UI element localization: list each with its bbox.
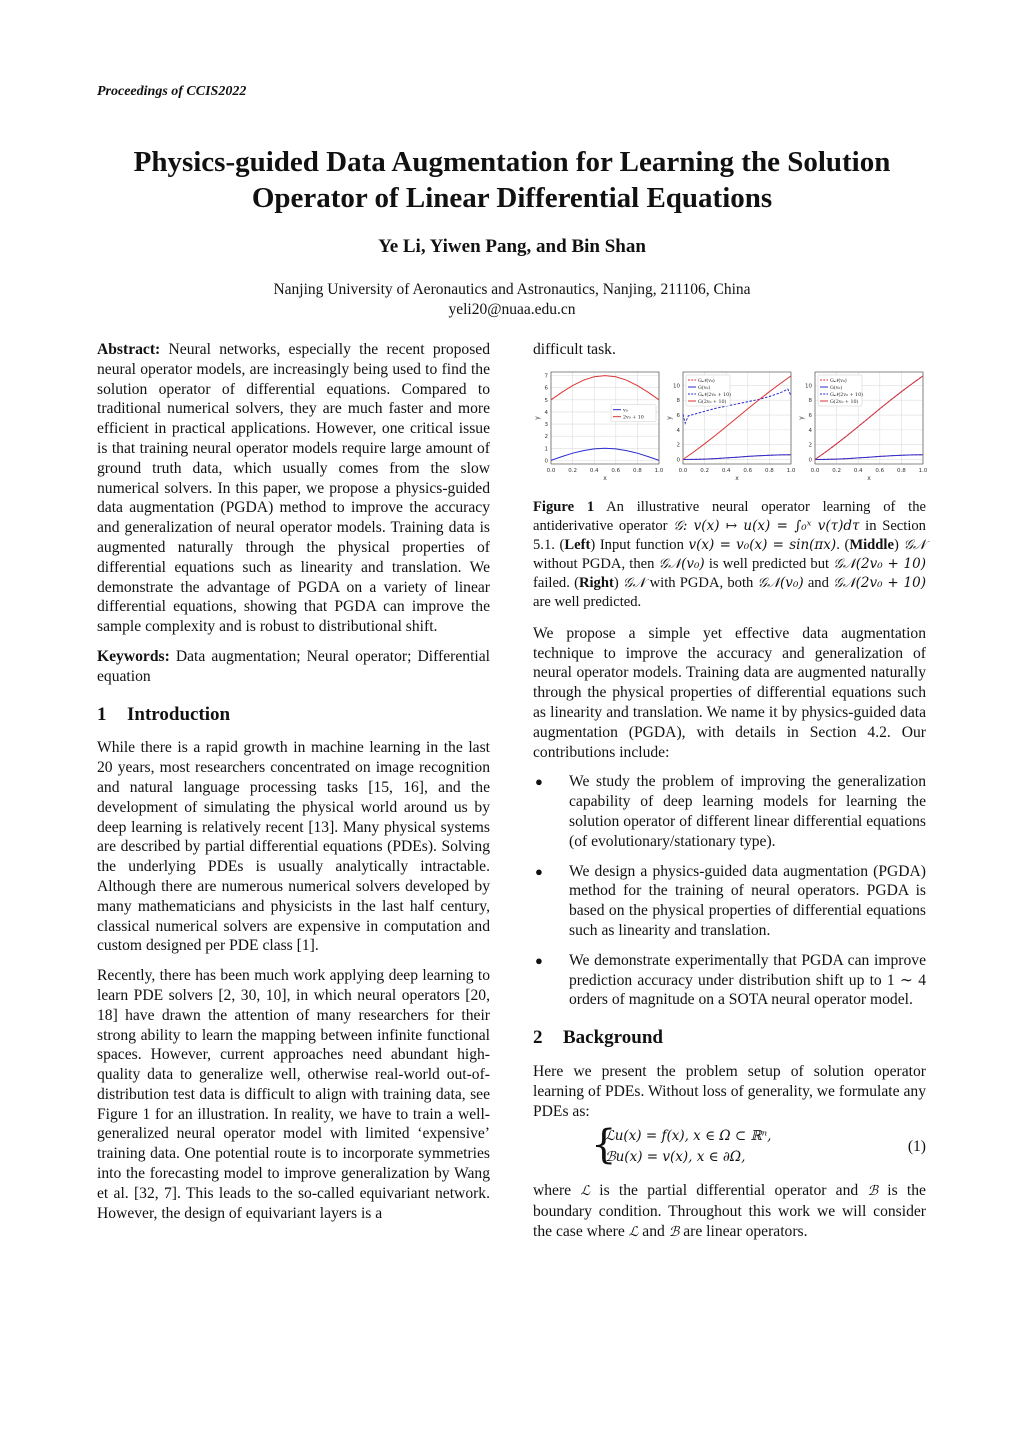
y-tick-label: 6 <box>676 412 680 419</box>
email: yeli20@nuaa.edu.cn <box>448 300 576 318</box>
y-tick-label: 6 <box>544 385 548 392</box>
y-tick-label: 2 <box>544 433 548 440</box>
equation-1 <box>533 1122 926 1171</box>
y-tick-label: 0 <box>676 457 680 464</box>
legend-label: G(v₀) <box>830 385 843 391</box>
y-tick-label: 4 <box>676 427 680 434</box>
caption-text: failed. ( <box>533 574 579 591</box>
contributions-paragraph: We propose a simple yet effective data augmentation technique to improve the accuracy and generalization of neural operator models. Training data are augmented naturally through the physical properties of differential equations such as linearity and translation. We name it by physics-guided data augmentation (PGDA), with details in Section 4.2. Our contributions include: <box>533 624 926 761</box>
x-tick-label: 0.2 <box>700 467 709 474</box>
math: ℒ <box>580 1183 591 1200</box>
x-axis-label: x <box>735 474 739 482</box>
x-tick-label: 0.4 <box>721 467 731 474</box>
section-heading-background <box>533 1028 926 1048</box>
caption-math: 𝒢: v(x) ↦ u(x) = ∫₀ˣ v(τ)dτ <box>673 517 860 534</box>
caption-text: in Section 5.1. ( <box>533 517 926 553</box>
y-tick-label: 3 <box>544 421 548 428</box>
series-line <box>815 455 923 460</box>
list-item <box>533 862 926 941</box>
caption-label: Figure 1 <box>533 498 595 515</box>
x-tick-label: 0.2 <box>832 467 841 474</box>
y-tick-label: 5 <box>544 397 548 404</box>
x-tick-label: 1.0 <box>786 467 796 474</box>
legend-label: 2v₀ + 10 <box>623 415 644 421</box>
contributions-list <box>533 772 926 1010</box>
chart-middle <box>667 368 795 486</box>
y-tick-label: 0 <box>544 458 548 465</box>
x-tick-label: 0.8 <box>897 467 906 474</box>
x-tick-label: 0.8 <box>765 467 774 474</box>
keywords <box>97 647 490 687</box>
y-tick-label: 7 <box>544 373 548 380</box>
x-tick-label: 0.6 <box>611 467 621 474</box>
y-tick-label: 10 <box>805 383 812 390</box>
caption-text: and <box>803 574 834 591</box>
text: is the boundary condition. Throughout this work we will consider the case where <box>533 1182 926 1240</box>
paper-title <box>60 144 964 216</box>
caption-bold: Left <box>564 536 591 553</box>
caption-math: v(x) = v₀(x) = sin(πx) <box>688 536 837 553</box>
background-paragraph-2 <box>533 1181 926 1242</box>
math: ℒ <box>628 1223 639 1240</box>
list-item-text: We design a physics-guided data augmentation (PGDA) method for the training of neural operators. PGDA is based on the physical properties of differential equations such as linearity and translation. <box>569 862 926 939</box>
equation-line-2: ℬu(x) = v(x), x ∈ ∂Ω, <box>605 1149 746 1166</box>
text: is the partial differential operator and <box>590 1182 868 1200</box>
text: where <box>533 1182 581 1200</box>
x-tick-label: 0.4 <box>589 467 599 474</box>
y-axis-label: y <box>534 416 541 420</box>
y-axis-label: y <box>798 416 805 420</box>
section-heading-introduction <box>97 705 490 725</box>
caption-text: ) Input function <box>590 536 689 553</box>
y-tick-label: 8 <box>676 397 680 404</box>
y-tick-label: 4 <box>808 427 812 434</box>
legend-label: G𝒩(2v₀ + 10) <box>830 392 864 398</box>
x-tick-label: 0.6 <box>743 467 753 474</box>
caption-text: without PGDA, then <box>533 555 659 572</box>
math: ℬ <box>867 1183 879 1200</box>
figure-1 <box>535 368 926 486</box>
x-tick-label: 1.0 <box>918 467 928 474</box>
caption-math: 𝒢𝒩(v₀) <box>757 574 804 591</box>
caption-math: 𝒢𝒩(2v₀ + 10) <box>833 574 926 591</box>
keywords-label: Keywords: <box>97 647 170 665</box>
text: and <box>638 1222 669 1240</box>
intro-paragraph-2: Recently, there has been much work applying deep learning to learn PDE solvers [2, 30, 10], in which neural operators [20, 18] have drawn the attention of many researchers for their strong ability to learn the mapping between infinite functional spaces. However, current approaches need abundant high-quality data to generalize well, otherwise real-world out-of-distribution test data is difficult to align with training data, see Figure 1 for an illustration. In reality, we have to train a well-generalized neural operator model with limited ‘expensive’ training data. One potential route is to incorporate symmetries into the forecasting model to improve generalization by Wang et al. [32, 7]. This leads to the so-called equivariant network. However, the design of equivariant layers is a <box>97 967 490 1222</box>
brace: { <box>591 1122 617 1169</box>
x-tick-label: 0.8 <box>633 467 642 474</box>
section-title: Introduction <box>127 703 231 725</box>
y-tick-label: 1 <box>544 446 548 453</box>
running-header: Proceedings of CCIS2022 <box>97 84 247 99</box>
x-tick-label: 0.6 <box>875 467 885 474</box>
right-column <box>533 340 926 1253</box>
caption-text: is well predicted but <box>704 555 834 572</box>
x-axis-label: x <box>867 474 871 482</box>
list-item <box>533 951 926 1010</box>
abstract-label: Abstract: <box>97 341 161 358</box>
caption-math: 𝒢𝒩(2v₀ + 10) <box>833 555 926 572</box>
x-tick-label: 0.4 <box>853 467 863 474</box>
caption-text: with PGDA, both <box>645 574 758 591</box>
x-tick-label: 0.0 <box>546 467 556 474</box>
legend-label: v₀ <box>623 408 628 414</box>
legend-label: G𝒩(v₀) <box>698 378 715 384</box>
left-column <box>97 340 490 1233</box>
y-tick-label: 4 <box>544 409 548 416</box>
figure-caption <box>533 498 926 612</box>
section-number: 2 <box>533 1027 543 1049</box>
keywords-text: Data augmentation; Neural operator; Differential equation <box>97 647 490 685</box>
series-line <box>551 448 659 460</box>
y-tick-label: 2 <box>808 442 812 449</box>
section-title: Background <box>563 1027 663 1049</box>
intro-paragraph-1: While there is a rapid growth in machine learning in the last 20 years, most researchers concentrated on image recognition and natural language processing tasks [15, 16], and the development of simulating the physical world around us by deep learning is relatively recent [13]. Many physical systems are described by partial differential equations (PDEs). Solving the underlying PDEs is usually analytically intractable. Although there are numerous numerical solvers developed by many mathematicians and physicists in the last half century, classical numerical solvers are expensive in computation and custom designed per PDE class [1]. <box>97 739 490 955</box>
title-line-2: Operator of Linear Differential Equations <box>251 182 773 214</box>
caption-bold: Right <box>578 574 614 591</box>
affiliation-block <box>0 280 1024 319</box>
legend-label: G𝒩(2v₀ + 10) <box>698 392 732 398</box>
affiliation: Nanjing University of Aeronautics and Astronautics, Nanjing, 211106, China <box>273 281 751 298</box>
text: are linear operators. <box>679 1222 808 1240</box>
caption-bold: Middle <box>849 536 894 553</box>
caption-text: ) <box>613 574 623 591</box>
intro-paragraph-2-continued: difficult task. <box>533 341 616 358</box>
legend-label: G(v₀) <box>698 385 711 391</box>
caption-math: 𝒢𝒩(v₀) <box>658 555 705 572</box>
series-line <box>683 455 791 460</box>
y-tick-label: 10 <box>673 383 680 390</box>
list-item-text: We demonstrate experimentally that PGDA can improve prediction accuracy under distribution shift up to 1 ∼ 4 orders of magnitude on a SOTA neural operator model. <box>569 951 926 1009</box>
x-tick-label: 0.0 <box>810 467 820 474</box>
x-tick-label: 1.0 <box>654 467 664 474</box>
legend-label: G(2v₀ + 10) <box>698 399 727 405</box>
background-paragraph-1: Here we present the problem setup of solution operator learning of PDEs. Without loss of generality, we formulate any PDEs as: <box>533 1062 926 1120</box>
x-tick-label: 0.0 <box>678 467 688 474</box>
y-tick-label: 0 <box>808 457 812 464</box>
caption-math: 𝒢𝒩 <box>622 574 646 591</box>
legend-label: G𝒩(v₀) <box>830 378 847 384</box>
caption-text: An illustrative neural operator learning of the antiderivative operator <box>533 498 926 534</box>
legend-label: G(2v₀ + 10) <box>830 399 859 405</box>
section-number: 1 <box>97 703 107 725</box>
caption-text: . ( <box>836 536 850 553</box>
math: ℬ <box>668 1223 680 1240</box>
chart-left <box>535 368 663 486</box>
abstract <box>97 340 490 637</box>
chart-right <box>799 368 927 486</box>
equation-number: (1) <box>907 1138 926 1156</box>
title-line-1: Physics-guided Data Augmentation for Learning the Solution <box>133 146 891 178</box>
bullet-icon: ● <box>535 863 543 879</box>
list-item-text: We study the problem of improving the generalization capability of deep learning models for learning the solution operator of different linear differential equations (of evolutionary/stationary type). <box>569 773 926 850</box>
y-tick-label: 6 <box>808 412 812 419</box>
x-axis-label: x <box>603 474 607 482</box>
y-tick-label: 2 <box>676 442 680 449</box>
caption-text: are well predicted. <box>533 593 642 610</box>
list-item <box>533 772 926 851</box>
y-tick-label: 8 <box>808 397 812 404</box>
bullet-icon: ● <box>535 774 543 790</box>
y-axis-label: y <box>666 416 673 420</box>
caption-math: 𝒢𝒩 <box>903 536 926 553</box>
authors: Ye Li, Yiwen Pang, and Bin Shan <box>378 236 646 257</box>
caption-text: ) <box>893 536 904 553</box>
bullet-icon: ● <box>535 952 543 968</box>
x-tick-label: 0.2 <box>568 467 577 474</box>
abstract-text: Neural networks, especially the recent proposed neural operator models, are increasingly being used to find the solution operator of differential equations. Compared to traditional numerical solvers, they are much faster and more efficient in practical applications. However, one critical issue is that training neural operator models require large amount of ground truth data, which usually comes from the slow numerical solvers. In this paper, we propose a physics-guided data augmentation (PGDA) method to improve the accuracy and generalization of neural operator models. Training data is augmented naturally through the physical properties of differential equations such as linearity and translation. We demonstrate the advantage of PGDA on a variety of linear differential equations, showing that PGDA can improve the sample complexity and is robust to distributional shift. <box>97 341 490 636</box>
equation-line-1: ℒu(x) = f(x), x ∈ Ω ⊂ ℝⁿ, <box>605 1128 772 1145</box>
